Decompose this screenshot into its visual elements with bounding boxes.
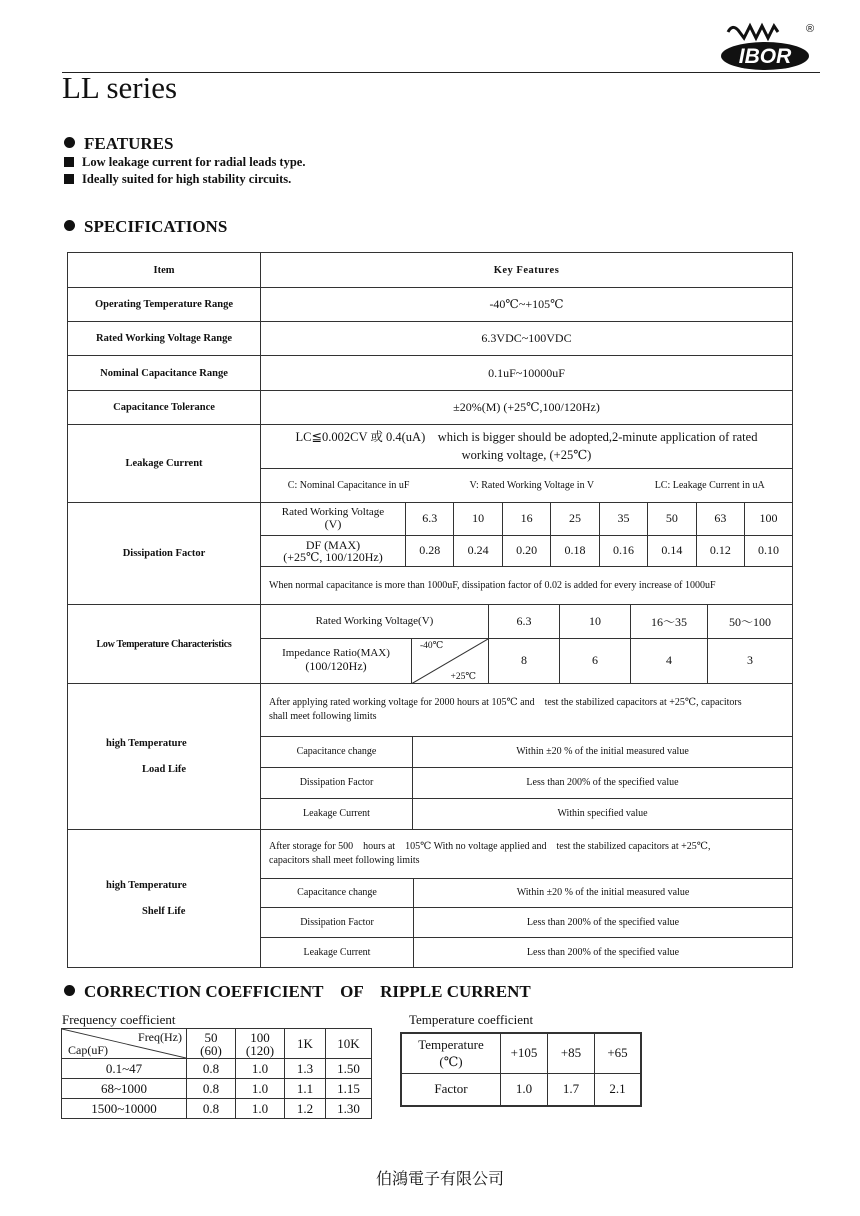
shelf-life-key: Capacitance change [261,878,414,907]
factor-value: 2.1 [595,1073,642,1106]
shelf-life-label: high Temperature Shelf Life [68,830,261,968]
lt-ratio: 3 [708,638,793,683]
df-value: 0.10 [745,535,792,566]
freq-corner-cell [62,1029,187,1059]
lt-impedance-label: Impedance Ratio(MAX) (100/120Hz) [261,638,412,683]
freq-val: 1.50 [326,1059,372,1079]
lt-voltage: 16～35 [631,605,708,638]
ibor-logo [718,18,816,72]
df-value: 0.16 [599,535,647,566]
load-life-value: Within specified value [413,798,793,829]
lt-ratio: 6 [560,638,631,683]
load-life-label: high Temperature Load Life [68,684,261,830]
cap-tol-label: Capacitance Tolerance [68,391,261,425]
shelf-life-key: Leakage Current [261,937,414,967]
load-life-key: Capacitance change [261,736,413,767]
df-voltage: 63 [696,503,744,535]
freq-val: 1.1 [285,1079,326,1099]
load-life-key: Leakage Current [261,798,413,829]
cap-range-label: Nominal Capacitance Range [68,356,261,391]
freq-val: 1.15 [326,1079,372,1099]
freq-coefficient-table [61,1028,372,1119]
freq-header: 100 (120) [236,1029,285,1059]
feature-item: Ideally suited for high stability circuits. [64,172,291,187]
freq-val: 0.8 [187,1079,236,1099]
df-value: 0.18 [551,535,599,566]
voltage-range-value: 6.3VDC~100VDC [261,322,793,356]
temp-value: +85 [548,1033,595,1073]
df-note: When normal capacitance is more than 1000uF, dissipation factor of 0.02 is added for every increase of 1000uF [261,566,792,604]
lt-voltage: 6.3 [489,605,560,638]
lt-ratio: 8 [489,638,560,683]
df-value: 0.20 [502,535,550,566]
temp-caption: Temperature coefficient [409,1012,534,1027]
freq-corner-bottom: Cap(uF) [68,1043,108,1057]
col-key-features: Key Features [261,253,793,288]
bullet-icon [64,220,75,231]
df-voltage-label: Rated Working Voltage (V) [261,503,406,535]
col-item: Item [68,253,261,288]
table-row [62,1079,372,1099]
freq-corner-top: Freq(Hz) [138,1030,182,1044]
freq-cap: 68~1000 [62,1079,187,1099]
shelf-life-key: Dissipation Factor [261,907,414,937]
df-value: 0.12 [696,535,744,566]
bullet-icon [64,985,75,996]
load-life-value: Within ±20 % of the initial measured value [413,736,793,767]
temp-coefficient-table [400,1032,642,1107]
df-value: 0.14 [648,535,696,566]
df-value: 0.24 [454,535,502,566]
df-voltage: 10 [454,503,502,535]
df-voltage: 25 [551,503,599,535]
bullet-icon [64,137,75,148]
square-bullet-icon [64,157,74,167]
cap-range-value: 0.1uF~10000uF [261,356,793,391]
load-life-desc: After applying rated working voltage for 2000 hours at 105℃ and test the stabilized capacitors at +25℃, capacitors shall meet following limits [261,684,792,736]
freq-val: 1.3 [285,1059,326,1079]
factor-value: 1.7 [548,1073,595,1106]
operating-temp-value: -40℃~+105℃ [261,288,793,322]
ripple-heading: CORRECTION COEFFICIENT OF RIPPLE CURRENT [64,977,531,1002]
square-bullet-icon [64,174,74,184]
freq-val: 1.0 [236,1059,285,1079]
page-title: LL series [62,70,178,105]
registered-mark: ® [806,23,815,35]
factor-value: 1.0 [501,1073,548,1106]
features-heading: FEATURES [64,134,173,154]
leakage-label: Leakage Current [68,425,261,503]
df-voltage: 100 [745,503,792,535]
df-voltage: 6.3 [406,503,454,535]
freq-header: 50 (60) [187,1029,236,1059]
company-footer: 伯鴻電子有限公司 [375,1169,504,1188]
logo-text: IBOR [738,45,792,68]
leakage-formula: LC≦0.002CV 或 0.4(uA) which is bigger should be adopted,2-minute application of rated working voltage, (+25℃) [261,425,792,468]
operating-temp-label: Operating Temperature Range [68,288,261,322]
freq-val: 1.2 [285,1099,326,1119]
freq-val: 1.0 [236,1079,285,1099]
table-row [62,1099,372,1119]
df-voltage: 35 [599,503,647,535]
dissipation-label: Dissipation Factor [68,503,261,605]
low-temp-label: Low Temperature Characteristics [68,605,261,684]
shelf-life-value: Less than 200% of the specified value [414,907,793,937]
shelf-life-value: Within ±20 % of the initial measured value [414,878,793,907]
freq-val: 0.8 [187,1059,236,1079]
freq-cap: 0.1~47 [62,1059,187,1079]
freq-header: 10K [326,1029,372,1059]
lt-voltage: 10 [560,605,631,638]
lt-voltage: 50～100 [708,605,793,638]
voltage-range-label: Rated Working Voltage Range [68,322,261,356]
temp-label: Temperature (℃) [401,1033,501,1073]
factor-label: Factor [401,1073,501,1106]
leakage-note-lc: LC: Leakage Current in uA [654,479,765,491]
specifications-heading: SPECIFICATIONS [64,217,227,237]
lt-ratio: 4 [631,638,708,683]
df-value: 0.28 [406,535,454,566]
load-life-key: Dissipation Factor [261,767,413,798]
freq-cap: 1500~10000 [62,1099,187,1119]
shelf-life-value: Less than 200% of the specified value [414,937,793,967]
lt-diag-top: -40℃ [420,640,444,651]
table-row [62,1059,372,1079]
freq-header: 1K [285,1029,326,1059]
df-voltage: 16 [502,503,550,535]
freq-val: 1.0 [236,1099,285,1119]
specifications-table [67,252,793,968]
df-max-label: DF (MAX) (+25℃, 100/120Hz) [261,535,406,566]
feature-item: Low leakage current for radial leads type. [64,155,305,170]
lt-voltage-label: Rated Working Voltage(V) [261,605,489,638]
freq-val: 0.8 [187,1099,236,1119]
load-life-value: Less than 200% of the specified value [413,767,793,798]
freq-caption: Frequency coefficient [62,1012,176,1027]
freq-val: 1.30 [326,1099,372,1119]
leakage-note-c: C: Nominal Capacitance in uF [287,479,410,491]
lt-diagonal-cell [412,638,489,683]
lt-diag-bottom: +25℃ [450,672,476,682]
leakage-note-v: V: Rated Working Voltage in V [469,479,595,491]
temp-value: +65 [595,1033,642,1073]
cap-tol-value: ±20%(M) (+25℃,100/120Hz) [261,391,793,425]
shelf-life-desc: After storage for 500 hours at 105℃ With no voltage applied and test the stabilized capacitors at +25℃, capacitors shall meet following limits [261,830,792,878]
temp-value: +105 [501,1033,548,1073]
df-voltage: 50 [648,503,696,535]
